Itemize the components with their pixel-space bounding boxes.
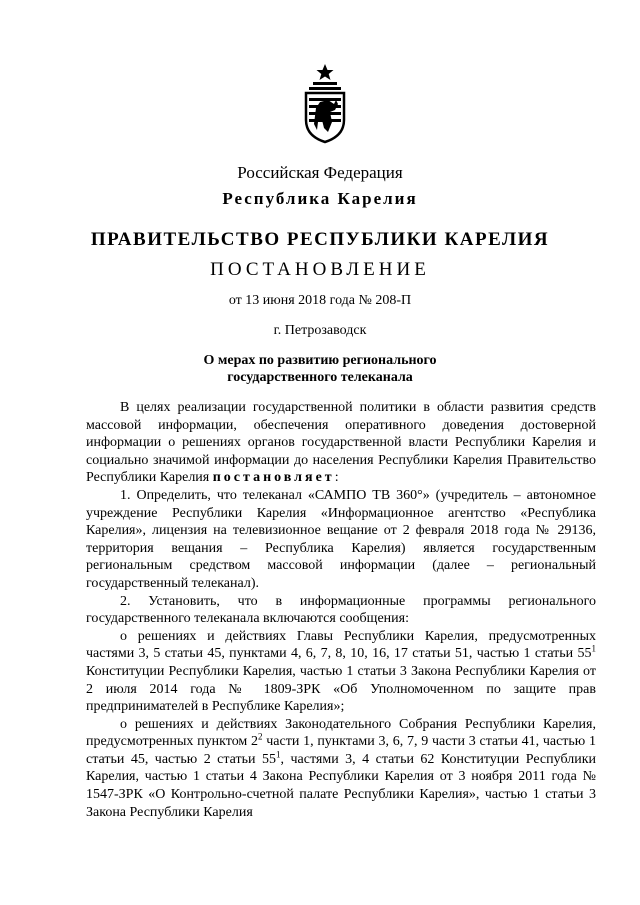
- government-name: ПРАВИТЕЛЬСТВО РЕСПУБЛИКИ КАРЕЛИЯ: [90, 229, 550, 250]
- intro-paragraph: [86, 399, 596, 487]
- paragraph-4: [86, 716, 596, 822]
- paragraph-3-text-b: Конституции Республики Карелия, частью 1 статьи 3 Закона Республики Карелия от 2 июля 2014 года № 1809-ЗРК «Об Уполномоченном по защите прав предпринимателей в Республике Карелия»;: [86, 663, 596, 715]
- paragraph-3-text-a: о решениях и действиях Главы Республики Карелия, предусмотренных частями 3, 5 статьи 45, пунктами 4, 6, 7, 8, 10, 16, 17 статьи 51, частью 1 статьи 55: [86, 628, 596, 662]
- coat-of-arms-icon: [300, 62, 350, 144]
- document-title-line-2: государственного телеканала: [227, 370, 413, 385]
- decrees-word: постановляет: [212, 470, 335, 486]
- intro-text: В целях реализации государственной политики в области развития средств массовой информации, обеспечения оперативного доведения достоверной информации о решениях органов государственной власти Республики Карелия и социально значимой информации до населения Республики Карелия Правительство Республики Карелия: [86, 400, 596, 486]
- paragraph-3: [86, 628, 596, 716]
- paragraph-4-text-a: о решениях и действиях Законодательного Собрания Республики Карелия, предусмотренных пунктом 2: [86, 716, 596, 750]
- document-title-line-1: О мерах по развитию регионального: [203, 353, 437, 368]
- document-title: [0, 352, 640, 386]
- decrees-colon: :: [334, 470, 339, 486]
- paragraph-3-superscript: 1: [591, 643, 596, 654]
- paragraph-4-superscript-2: 1: [276, 749, 281, 760]
- document-body: [86, 399, 596, 821]
- paragraph-4-text-c: , частями 3, 4 статьи 62 Конституции Республики Карелия, частью 1 статьи 4 Закона Республики Карелия от 3 ноября 2011 года № 1547-ЗРК «О Контрольно-счетной палате Республики Карелия», частью 1 статьи 3 Закона Республики Карелия: [86, 751, 596, 820]
- document-date-number: от 13 июня 2018 года № 208-П: [228, 293, 412, 308]
- republic-name: Республика Карелия: [222, 189, 418, 208]
- paragraph-2: 2. Установить, что в информационные программы регионального государственного телеканала включаются сообщения:: [86, 593, 596, 627]
- document-type: ПОСТАНОВЛЕНИЕ: [210, 259, 430, 280]
- paragraph-4-superscript-1: 2: [258, 731, 263, 742]
- paragraph-4-text-b: части 1, пунктами 3, 6, 7, 9 части 3 статьи 41, частью 1 статьи 45, частью 2 статьи 55: [86, 734, 596, 767]
- paragraph-1: 1. Определить, что телеканал «САМПО ТВ 360°» (учредитель – автономное учреждение Республики Карелия «Информационное агентство «Республика Карелия», лицензия на телевизионное вещание от 2 февраля 2018 года № 29136, территория вещания – Республика Карелия) является государственным региональным средством массовой информации (далее – региональный государственный телеканал).: [86, 487, 596, 591]
- country-name: Российская Федерация: [237, 163, 403, 182]
- document-city: г. Петрозаводск: [273, 323, 367, 338]
